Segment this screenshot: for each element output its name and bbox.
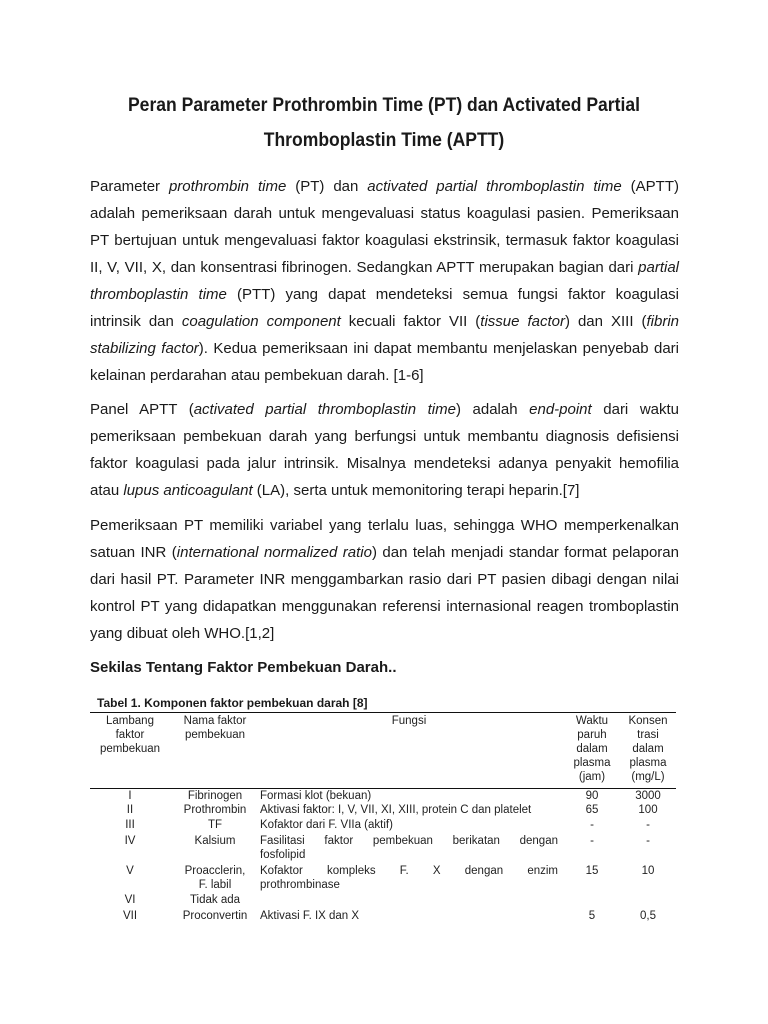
table-cell-konsentrasi: 100 — [638, 804, 658, 816]
table-caption: Tabel 1. Komponen faktor pembekuan darah [8] — [97, 696, 368, 710]
text-run: Pemeriksaan PT memiliki variabel yang terlalu luas, sehingga WHO memperkenalkan satuan INR ( — [90, 517, 679, 561]
header-waktu — [566, 714, 618, 784]
text-run: (PT) dan — [286, 178, 368, 195]
header-line: Waktu — [575, 715, 609, 727]
table-top-rule — [90, 712, 676, 713]
header-line: dalam — [576, 743, 608, 755]
table-cell-nama: Kalsium — [194, 835, 236, 847]
table-cell-fungsi: Aktivasi F. IX dan X — [260, 910, 360, 922]
header-line: (mg/L) — [631, 771, 665, 783]
header-line: trasi — [637, 729, 659, 741]
header-nama — [172, 714, 258, 742]
text-run: ) dan XIII ( — [564, 313, 647, 330]
header-line: Fungsi — [391, 715, 427, 727]
header-line: plasma — [573, 757, 611, 769]
table-cell-nama: Tidak ada — [189, 894, 241, 906]
table-cell-lambang: II — [126, 804, 134, 816]
table-cell-fungsi: Formasi klot (bekuan) — [260, 790, 372, 802]
table-cell-fungsi: Aktivasi faktor: I, V, VII, XI, XIII, protein C dan platelet — [260, 804, 532, 816]
paragraph-pt-aptt-intro — [90, 173, 679, 389]
table-cell-waktu: 90 — [585, 790, 599, 802]
table-cell-konsentrasi: - — [646, 819, 650, 831]
table-cell-lambang: I — [128, 790, 132, 802]
text-run: (LA), serta untuk memonitoring terapi heparin.[7] — [252, 482, 580, 499]
header-line: (jam) — [578, 771, 606, 783]
fungsi-line: Kofaktor kompleks F. X dengan enzim — [260, 865, 558, 877]
italic-term: prothrombin time — [168, 178, 287, 195]
table-cell-lambang: IV — [124, 835, 136, 847]
table-cell-nama: Prothrombin — [183, 804, 247, 816]
section-heading: Sekilas Tentang Faktor Pembekuan Darah.. — [90, 659, 397, 676]
table-cell-konsentrasi: 0,5 — [640, 910, 656, 922]
table-cell-nama — [172, 864, 258, 892]
table-cell-fungsi — [260, 834, 558, 862]
header-konsentrasi — [620, 714, 676, 784]
table-cell-lambang: VII — [122, 910, 138, 922]
table-cell-fungsi: Kofaktor dari F. VIIa (aktif) — [260, 819, 393, 831]
italic-term: fibrin stabilizing factor — [90, 313, 679, 357]
fungsi-line: prothrombinase — [260, 879, 340, 891]
table-cell-konsentrasi: 10 — [641, 865, 655, 877]
header-line: Konsen — [628, 715, 668, 727]
fungsi-line: Fasilitasi faktor pembekuan berikatan dengan — [260, 835, 558, 847]
text-run: dari waktu pemeriksaan pembekuan darah yang berfungsi untuk membantu diagnosis defisiensi faktor koagulasi pada jalur intrinsik. Misalnya mendeteksi adanya penyakit hemofilia atau — [90, 401, 680, 499]
italic-term: tissue factor — [480, 313, 565, 330]
table-cell-waktu: - — [590, 835, 594, 847]
table-cell-nama: Proconvertin — [182, 910, 248, 922]
text-run: ) dan telah menjadi standar format pelaporan dari hasil PT. Parameter INR menggambarkan rasio dari PT pasien dibagi dengan nilai kontrol PT yang didapatkan menggunakan referensi internasional reagen tromboplastin yang dibuat oleh WHO.[1,2] — [90, 544, 679, 642]
header-line: Nama faktor — [183, 715, 247, 727]
nama-line: Proacclerin, — [184, 865, 246, 877]
header-line: Lambang — [106, 715, 154, 727]
table-cell-konsentrasi: - — [646, 835, 650, 847]
header-line: dalam — [632, 743, 664, 755]
table-cell-waktu: 5 — [588, 910, 596, 922]
italic-term: coagulation component — [181, 313, 341, 330]
text-run: ) adalah — [455, 401, 530, 418]
header-line: pembekuan — [184, 729, 246, 741]
table-cell-nama: Fibrinogen — [187, 790, 243, 802]
table-cell-waktu: - — [590, 819, 594, 831]
header-lambang — [90, 714, 170, 756]
nama-line: F. labil — [198, 879, 232, 891]
header-line: pembekuan — [99, 743, 161, 755]
fungsi-line: fosfolipid — [260, 849, 306, 861]
text-run: (PTT) yang dapat mendeteksi semua fungsi faktor koagulasi intrinsik dan — [90, 286, 679, 330]
table-cell-lambang: VI — [124, 894, 136, 906]
table-cell-lambang: III — [125, 819, 135, 831]
text-run: Parameter — [90, 178, 169, 195]
italic-term: partial thromboplastin time — [90, 259, 679, 303]
table-cell-konsentrasi: 3000 — [635, 790, 661, 802]
italic-term: end-point — [529, 401, 592, 418]
header-line: plasma — [629, 757, 667, 769]
text-run: ). Kedua pemeriksaan ini dapat membantu menjelaskan penyebab dari kelainan perdarahan atau pembekuan darah. [1-6] — [90, 340, 679, 384]
header-fungsi — [260, 714, 558, 728]
page-title — [110, 88, 657, 158]
text-run: (APTT) adalah pemeriksaan darah untuk mengevaluasi status koagulasi pasien. Pemeriksaan PT bertujuan untuk mengevaluasi faktor koagulasi ekstrinsik, termasuk faktor koagulasi II, V, VII, X, dan konsentrasi fibrinogen. Sedangkan APTT merupakan bagian dari — [90, 178, 679, 276]
table-cell-fungsi — [260, 864, 558, 892]
table-cell-lambang: V — [126, 865, 134, 877]
text-run: Panel APTT ( — [90, 401, 194, 418]
text-run: kecuali faktor VII ( — [340, 313, 481, 330]
italic-term: activated partial thromboplastin time — [367, 178, 622, 195]
italic-term: lupus anticoagulant — [123, 482, 253, 499]
italic-term: international normalized ratio — [176, 544, 372, 561]
title-line-2: Thromboplastin Time (APTT) — [263, 129, 505, 151]
italic-term: activated partial thromboplastin time — [193, 401, 456, 418]
table-cell-waktu: 15 — [585, 865, 599, 877]
paragraph-inr — [90, 512, 679, 647]
paragraph-aptt-panel — [90, 396, 679, 504]
table-cell-nama: TF — [207, 819, 223, 831]
title-line-1: Peran Parameter Prothrombin Time (PT) dan Activated Partial — [127, 94, 641, 116]
header-line: faktor — [115, 729, 145, 741]
header-line: paruh — [577, 729, 607, 741]
table-cell-waktu: 65 — [585, 804, 599, 816]
